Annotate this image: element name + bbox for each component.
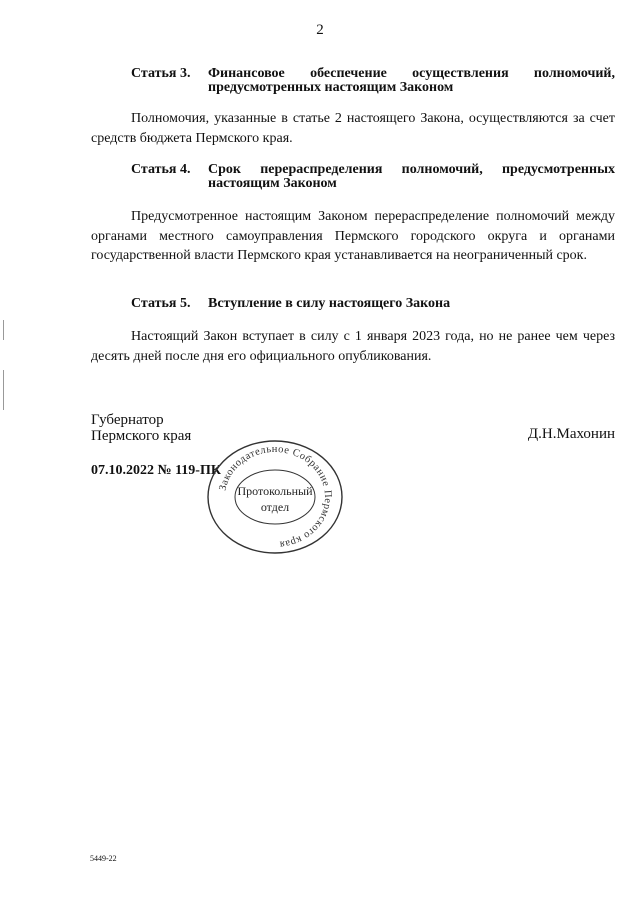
article-5-text: Настоящий Закон вступает в силу с 1 января 2023 года, но не ранее чем через десять дней после дня его официального опубликования. [91,329,615,364]
article-4-paragraph [91,207,615,266]
article-5-label: Статья 5. [131,296,191,311]
article-4-text: Предусмотренное настоящим Законом перераспределение полномочий между органами местного самоуправления Пермского городского округа и органами государственной власти Пермского края устанавливается на неограниченный срок. [91,209,615,263]
article-4-label: Статья 4. [131,162,191,177]
scan-edge-mark [3,320,4,340]
footer-code: 5449-22 [90,854,117,863]
article-3-heading [131,67,615,95]
signature-name: Д.Н.Махонин [527,426,615,442]
article-3-title: Финансовое обеспечение осуществления полномочий, предусмотренных настоящим Законом [208,66,615,95]
article-3-paragraph [91,109,615,148]
article-3-label: Статья 3. [131,66,191,81]
article-4-title: Срок перераспределения полномочий, предусмотренных настоящим Законом [208,162,615,191]
article-4-heading [131,163,615,191]
page-number: 2 [316,22,324,38]
stamp-ring-text: Законодательное Собрание Пермского края [217,443,334,550]
stamp-center-text [205,483,345,515]
stamp-center-line1: Протокольный [237,484,313,498]
article-5-title: Вступление в силу настоящего Закона [208,296,451,311]
stamp-center-line2: отдел [260,500,290,514]
article-5-paragraph [91,327,615,366]
signature-position [91,412,191,444]
article-3-text: Полномочия, указанные в статье 2 настоящего Закона, осуществляются за счет средств бюджета Пермского края. [91,111,615,146]
article-5-heading [131,297,615,311]
official-stamp [205,438,345,556]
scan-edge-mark [3,370,4,410]
signature-position-line2: Пермского края [91,428,192,444]
signature-position-line1: Губернатор [91,412,164,428]
law-date-number: 07.10.2022 № 119-ПК [91,463,221,478]
